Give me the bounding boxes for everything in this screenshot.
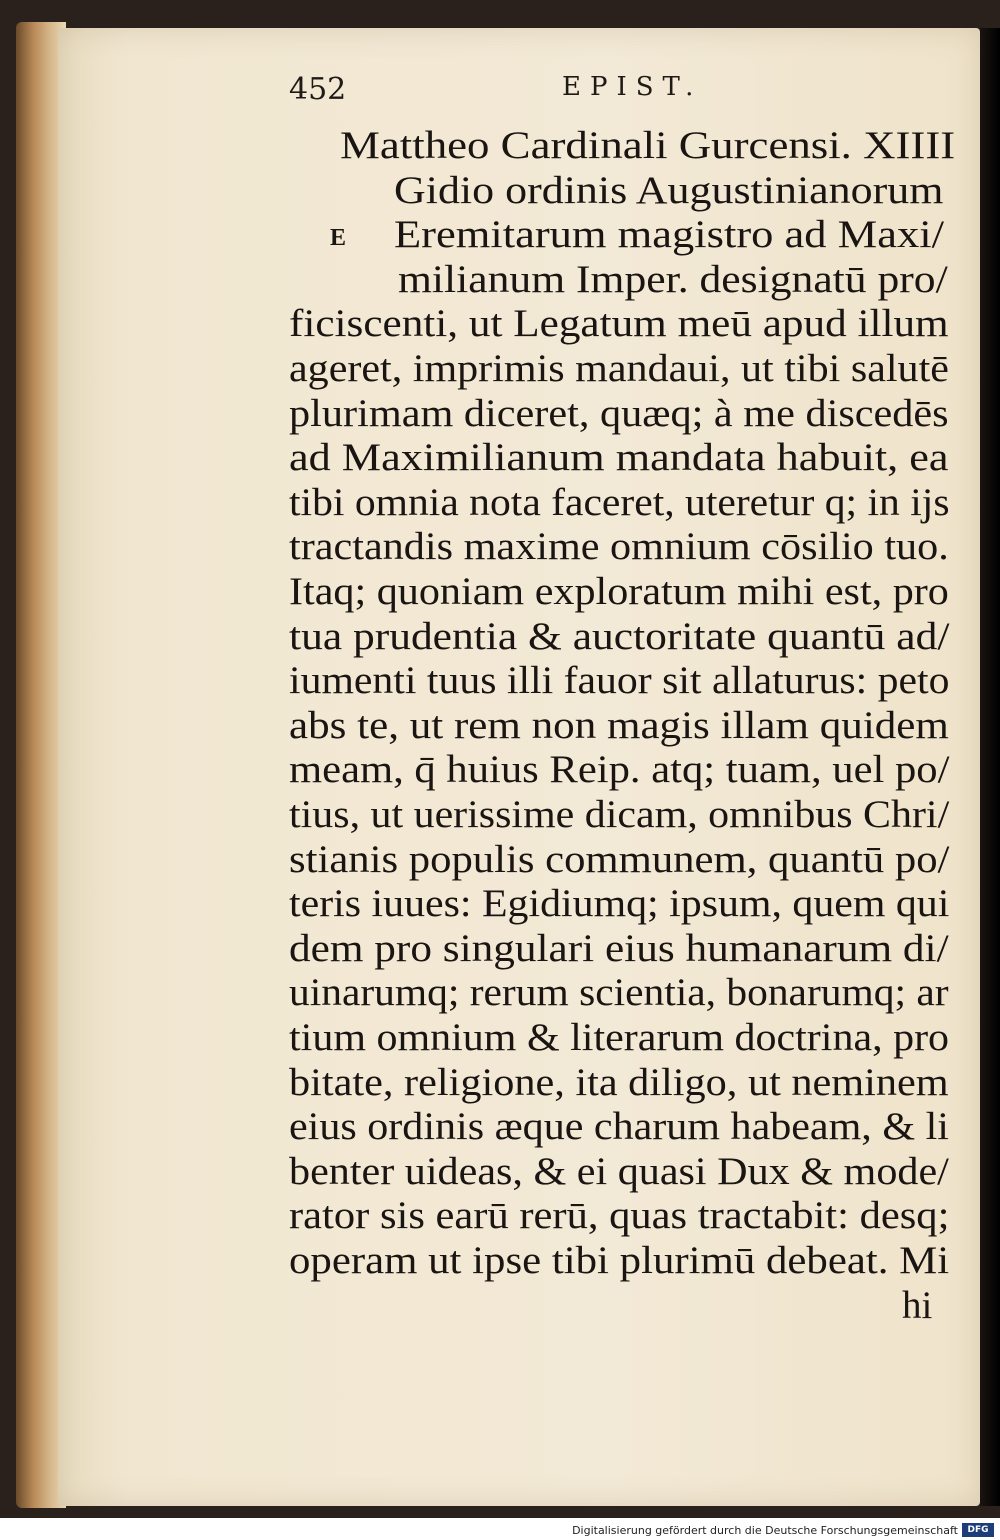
text-line: ageret, imprimis mandaui, ut tibi salutē bbox=[289, 347, 949, 390]
text-line: Itaq; quoniam exploratum mihi est, pro bbox=[289, 570, 949, 613]
text-line: stianis populis communem, quantū po/ bbox=[289, 837, 950, 881]
text-line: ad Maximilianum mandata habuit, ea bbox=[289, 436, 949, 480]
text-line: operam ut ipse tibi plurimū debeat. Mi bbox=[289, 1239, 950, 1282]
text-line: tium omnium & literarum doctrina, pro bbox=[289, 1016, 950, 1059]
folio-number: 452 bbox=[289, 72, 347, 107]
text-line: bitate, religione, ita diligo, ut neminem bbox=[289, 1060, 949, 1104]
dfg-logo-icon: DFG bbox=[962, 1523, 994, 1537]
running-head: EPIST. bbox=[562, 72, 703, 102]
text-line: teris iuues: Egidiumq; ipsum, quem qui bbox=[289, 882, 950, 926]
text-line: plurimam diceret, quæq; à me discedēs bbox=[289, 391, 949, 435]
text-line: benter uideas, & ei quasi Dux & mode/ bbox=[289, 1149, 949, 1193]
text-line: tibi omnia nota faceret, uteretur q; in ijs bbox=[289, 480, 950, 524]
text-line: Eremitarum magistro ad Maxi/ bbox=[394, 213, 944, 257]
text-line: Gidio ordinis Augustinianorum bbox=[394, 168, 944, 212]
text-line: ficiscenti, ut Legatum meū apud illum bbox=[289, 302, 949, 346]
text-line: uinarumq; rerum scientia, bonarumq; ar bbox=[289, 971, 949, 1015]
text-line: dem pro singulari eius humanarum di/ bbox=[289, 926, 949, 970]
margin-letter: E bbox=[330, 225, 347, 251]
text-line: Mattheo Cardinali Gurcensi. XIIII bbox=[340, 124, 956, 167]
text-line: milianum Imper. designatū pro/ bbox=[398, 257, 948, 301]
footer-credit: Digitalisierung gefördert durch die Deutsche Forschungsgemeinschaft bbox=[572, 1524, 958, 1537]
text-line: rator sis earū rerū, quas tractabit: desq; bbox=[289, 1194, 950, 1238]
text-line: iumenti tuus illi fauor sit allaturus: peto bbox=[289, 659, 950, 703]
text-line: tius, ut uerissime dicam, omnibus Chri/ bbox=[289, 793, 950, 836]
text-line: tractandis maxime omnium cōsilio tuo. bbox=[289, 525, 949, 569]
catchword: hi bbox=[902, 1283, 933, 1327]
text-line: tua prudentia & auctoritate quantū ad/ bbox=[289, 614, 950, 658]
text-line: eius ordinis æque charum habeam, & li bbox=[289, 1105, 949, 1149]
text-line: abs te, ut rem non magis illam quidem bbox=[289, 703, 949, 747]
text-line: meam, q̄ huius Reip. atq; tuam, uel po/ bbox=[289, 748, 950, 792]
